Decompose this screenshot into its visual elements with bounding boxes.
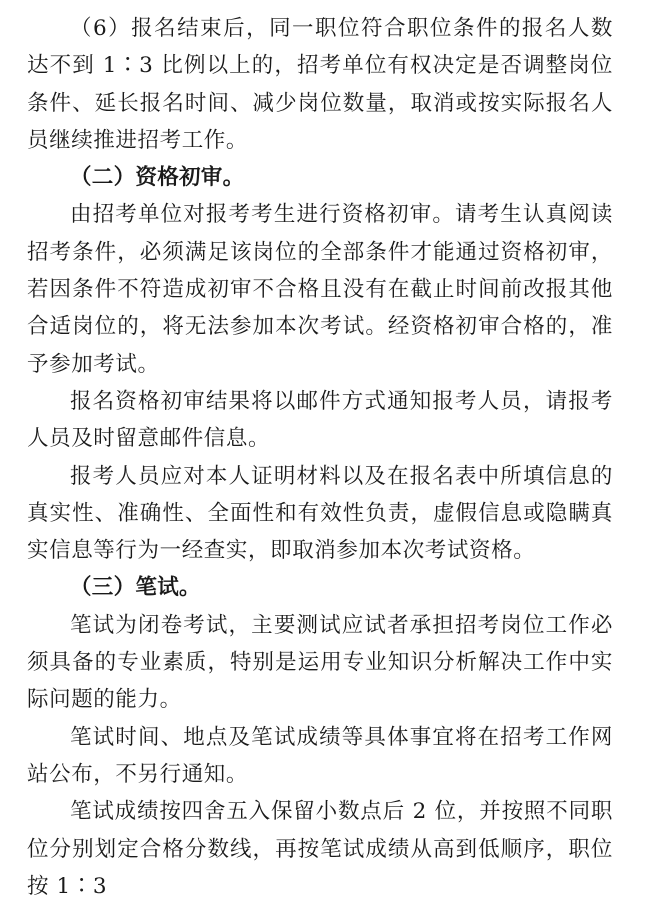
paragraph-review-result-notice: 报名资格初审结果将以邮件方式通知报考人员，请报考人员及时留意邮件信息。 bbox=[27, 388, 613, 452]
paragraph-applicant-responsibility: 报考人员应对本人证明材料以及在报名表中所填信息的真实性、准确性、全面性和有效性负责，虚假信息或隐瞒真实信息等行为一经查实，即取消参加本次考试资格。 bbox=[27, 463, 613, 564]
paragraph-written-exam-format: 笔试为闭卷考试，主要测试应试者承担招考岗位工作必须具备的专业素质，特别是运用专业知识分析解决工作中实际问题的能力。 bbox=[27, 612, 613, 713]
paragraph-written-exam-scoring: 笔试成绩按四舍五入保留小数点后 2 位，并按照不同职位分别划定合格分数线，再按笔试成绩从高到低顺序，职位按 1∶3 bbox=[27, 799, 613, 899]
section-heading-qualification-review: （二）资格初审。 bbox=[70, 165, 245, 191]
paragraph-qualification-review: 由招考单位对报考考生进行资格初审。请考生认真阅读招考条件，必须满足该岗位的全部条件才能通过资格初审，若因条件不符造成初审不合格且没有在截止时间前改报其他合适岗位的，将无法参加本次考试。经资格初审合格的，准予参加考试。 bbox=[27, 202, 613, 377]
paragraph-registration-ratio: （6）报名结束后，同一职位符合职位条件的报名人数达不到 1∶3 比例以上的，招考单位有权决定是否调整岗位条件、延长报名时间、减少岗位数量，取消或按实际报名人员继续推进招考工作。 bbox=[27, 16, 613, 153]
document-page bbox=[27, 10, 613, 905]
section-heading-written-exam: （三）笔试。 bbox=[70, 575, 201, 601]
paragraph-written-exam-announcement: 笔试时间、地点及笔试成绩等具体事宜将在招考工作网站公布，不另行通知。 bbox=[27, 724, 613, 787]
